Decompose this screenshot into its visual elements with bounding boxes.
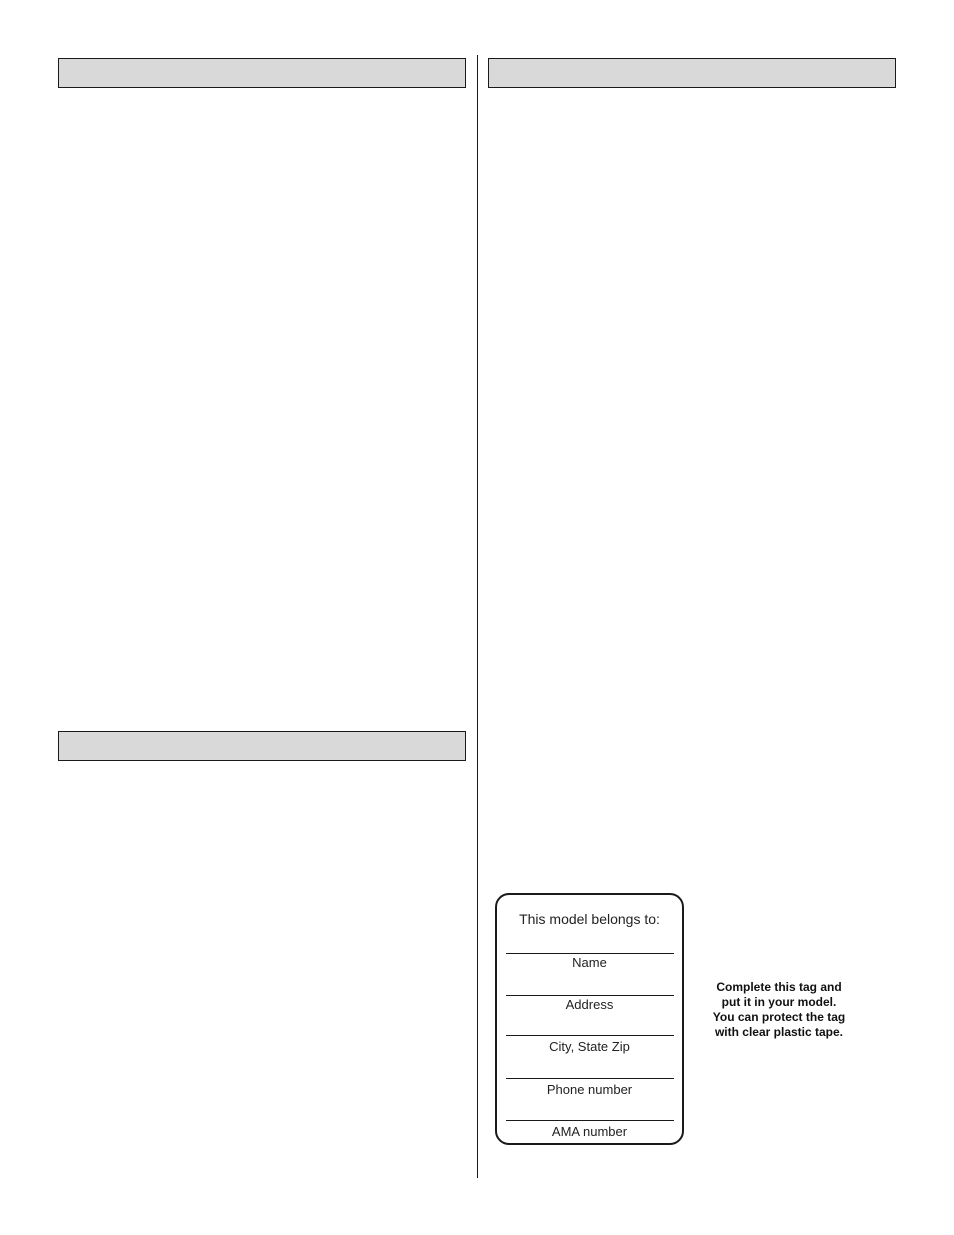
column-divider: [477, 55, 478, 1178]
tag-write-line-name: [506, 953, 674, 954]
tag-field-label-name: Name: [572, 955, 607, 970]
tag-caption-line: Complete this tag and: [716, 980, 842, 994]
section-header-bar-left-top: [58, 58, 466, 88]
tag-caption-line: You can protect the tag: [712, 1010, 846, 1024]
tag-field-label-address: Address: [565, 997, 614, 1012]
section-header-bar-left-bottom: [58, 731, 466, 761]
tag-field-label-city: City, State Zip: [549, 1039, 630, 1054]
section-header-bar-right-top: [488, 58, 896, 88]
tag-write-line-ama: [506, 1120, 674, 1121]
tag-write-line-city: [506, 1035, 674, 1036]
tag-heading: This model belongs to:: [519, 911, 660, 927]
tag-write-line-address: [506, 995, 674, 996]
tag-write-line-phone: [506, 1078, 674, 1079]
tag-caption: [700, 980, 858, 1040]
tag-field-label-ama: AMA number: [551, 1124, 628, 1139]
tag-caption-line: put it in your model.: [721, 995, 837, 1009]
tag-field-label-phone: Phone number: [546, 1082, 633, 1097]
tag-caption-line: with clear plastic tape.: [714, 1025, 844, 1039]
ownership-tag-card: [495, 893, 684, 1145]
